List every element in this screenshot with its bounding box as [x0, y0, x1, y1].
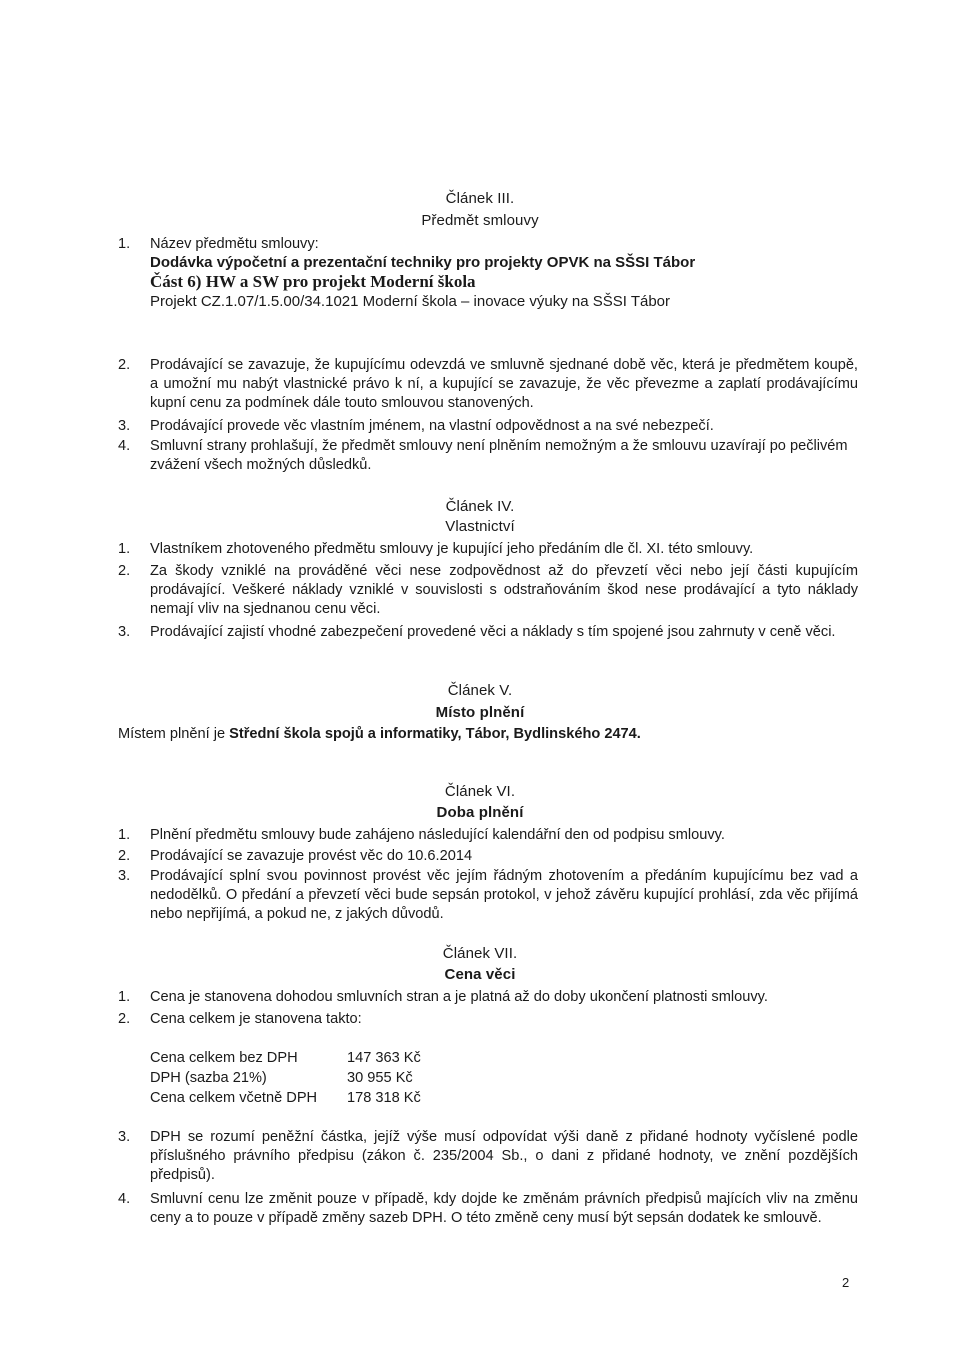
article-5-subtitle: Místo plnění — [435, 704, 525, 721]
a7-item2-number: 2. — [118, 1011, 131, 1027]
a6-item2-number: 2. — [118, 848, 131, 864]
a6-item3-text: Prodávající splní svou povinnost provést věc jejím řádným zhotovením a předáním kupujícímu bez vad a nedodělků. O předání a převzetí věci bude sepsán protokol, v jehož závěru kupující prohlásí, zda věc přijímá nebo nepřijímá, a pokud ne, z jakých důvodů. — [150, 868, 858, 922]
a6-item3-number: 3. — [118, 868, 131, 884]
price-value: 178 318 Kč — [347, 1090, 421, 1106]
article-4-subtitle: Vlastnictví — [445, 518, 515, 535]
a3-item1-label: Název předmětu smlouvy: — [150, 236, 319, 252]
a3-item2 — [118, 356, 858, 413]
a3-item3-text: Prodávající provede věc vlastním jménem, na vlastní odpovědnost a na své nebezpečí. — [150, 418, 714, 434]
a7-item1 — [118, 988, 858, 1007]
a5-place-of-performance — [118, 726, 641, 742]
a3-item3-number: 3. — [118, 418, 131, 434]
a3-item2-number: 2. — [118, 357, 131, 373]
price-value: 147 363 Kč — [347, 1050, 421, 1066]
a7-item4 — [118, 1190, 858, 1228]
a6-item2-text: Prodávající se zavazuje provést věc do 10.6.2014 — [150, 848, 473, 864]
price-row — [150, 1048, 421, 1068]
a7-item4-number: 4. — [118, 1191, 131, 1207]
a6-item1-text: Plnění předmětu smlouvy bude zahájeno následující kalendářní den od podpisu smlouvy. — [150, 827, 725, 843]
a3-item4 — [118, 437, 858, 475]
article-4-title: Článek IV. — [445, 498, 515, 515]
a7-item3-number: 3. — [118, 1129, 131, 1145]
a3-item4-text: Smluvní strany prohlašují, že předmět smlouvy není plněním nemožným a že smlouvu uzavírají po pečlivém zvážení všech možných důsledků. — [150, 438, 848, 473]
a7-item3 — [118, 1128, 858, 1185]
price-label: Cena celkem bez DPH — [150, 1050, 298, 1066]
a6-item2 — [118, 847, 858, 866]
a7-item2-text: Cena celkem je stanovena takto: — [150, 1011, 362, 1027]
a4-item3-number: 3. — [118, 624, 131, 640]
a5-text-bold: Střední škola spojů a informatiky, Tábor, Bydlinského 2474. — [229, 726, 641, 742]
price-row — [150, 1088, 421, 1108]
a3-item4-number: 4. — [118, 438, 131, 454]
a4-item2-text: Za škody vzniklé na prováděné věci nese zodpovědnost až do převzetí věci nebo její části kupujícím prodávající. Veškeré náklady vzniklé v souvislosti s odstraňováním škod nese prodávající a tyto náklady nemají vliv na sjednanou cenu věci. — [150, 563, 858, 617]
a7-item1-text: Cena je stanovena dohodou smluvních stran a je platná až do doby ukončení platnosti smlouvy. — [150, 989, 768, 1005]
a7-item3-text: DPH se rozumí peněžní částka, jejíž výše musí odpovídat výši daně z přidané hodnoty vyčíslené podle příslušného právního předpisu (zákon č. 235/2004 Sb., o dani z přidané hodnoty, ve znění pozdějších předpisů). — [150, 1129, 858, 1183]
article-7-title: Článek VII. — [442, 945, 518, 962]
article-3-title: Článek III. — [445, 190, 515, 207]
a4-item3-text: Prodávající zajistí vhodné zabezpečení provedené věci a náklady s tím spojené jsou zahrnuty v ceně věci. — [150, 624, 836, 640]
a4-item1 — [118, 540, 858, 559]
a6-item3 — [118, 867, 858, 924]
article-6-title: Článek VI. — [444, 783, 516, 800]
a5-text-prefix: Místem plnění je — [118, 726, 230, 742]
article-3-subtitle: Předmět smlouvy — [421, 212, 539, 229]
a7-item2 — [118, 1010, 858, 1029]
a3-item1-line1: Dodávka výpočetní a prezentační techniky pro projekty OPVK na SŠSI Tábor — [150, 254, 696, 271]
price-value: 30 955 Kč — [347, 1070, 413, 1086]
page-number: 2 — [842, 1275, 850, 1290]
a3-item3 — [118, 417, 858, 436]
a4-item3 — [118, 623, 858, 642]
a4-item2 — [118, 562, 858, 619]
a6-item1 — [118, 826, 858, 845]
a7-item4-text: Smluvní cenu lze změnit pouze v případě, kdy dojde ke změnám právních předpisů majících vliv na změnu ceny a to pouze v případě změny sazeb DPH. O této změně ceny musí být sepsán dodatek ke smlouvě. — [150, 1191, 858, 1226]
a3-item2-text: Prodávající se zavazuje, že kupujícímu odevzdá ve smluvně sjednané době věc, která je předmětem koupě, a umožní mu nabýt vlastnické právo k ní, a kupující se zavazuje, že věc převezme a zaplatí prodávajícímu kupní cenu za podmínek dále touto smlouvou stanovených. — [150, 357, 858, 411]
a3-item1-line2: Část 6) HW a SW pro projekt Moderní škola — [150, 272, 476, 291]
a4-item1-number: 1. — [118, 541, 131, 557]
a7-item1-number: 1. — [118, 989, 131, 1005]
article-6-subtitle: Doba plnění — [436, 804, 524, 821]
price-label: Cena celkem včetně DPH — [150, 1090, 318, 1106]
a3-item1-line3: Projekt CZ.1.07/1.5.00/34.1021 Moderní škola – inovace výuky na SŠSI Tábor — [150, 293, 671, 310]
a4-item1-text: Vlastníkem zhotoveného předmětu smlouvy je kupující jeho předáním dle čl. XI. této smlouvy. — [150, 541, 754, 557]
article-7-subtitle: Cena věci — [444, 966, 516, 983]
a3-item1-number: 1. — [118, 236, 131, 252]
a4-item2-number: 2. — [118, 563, 131, 579]
a6-item1-number: 1. — [118, 827, 131, 843]
price-row — [150, 1068, 421, 1088]
price-label: DPH (sazba 21%) — [150, 1070, 267, 1086]
price-table — [150, 1048, 421, 1108]
article-5-title: Článek V. — [447, 682, 513, 699]
